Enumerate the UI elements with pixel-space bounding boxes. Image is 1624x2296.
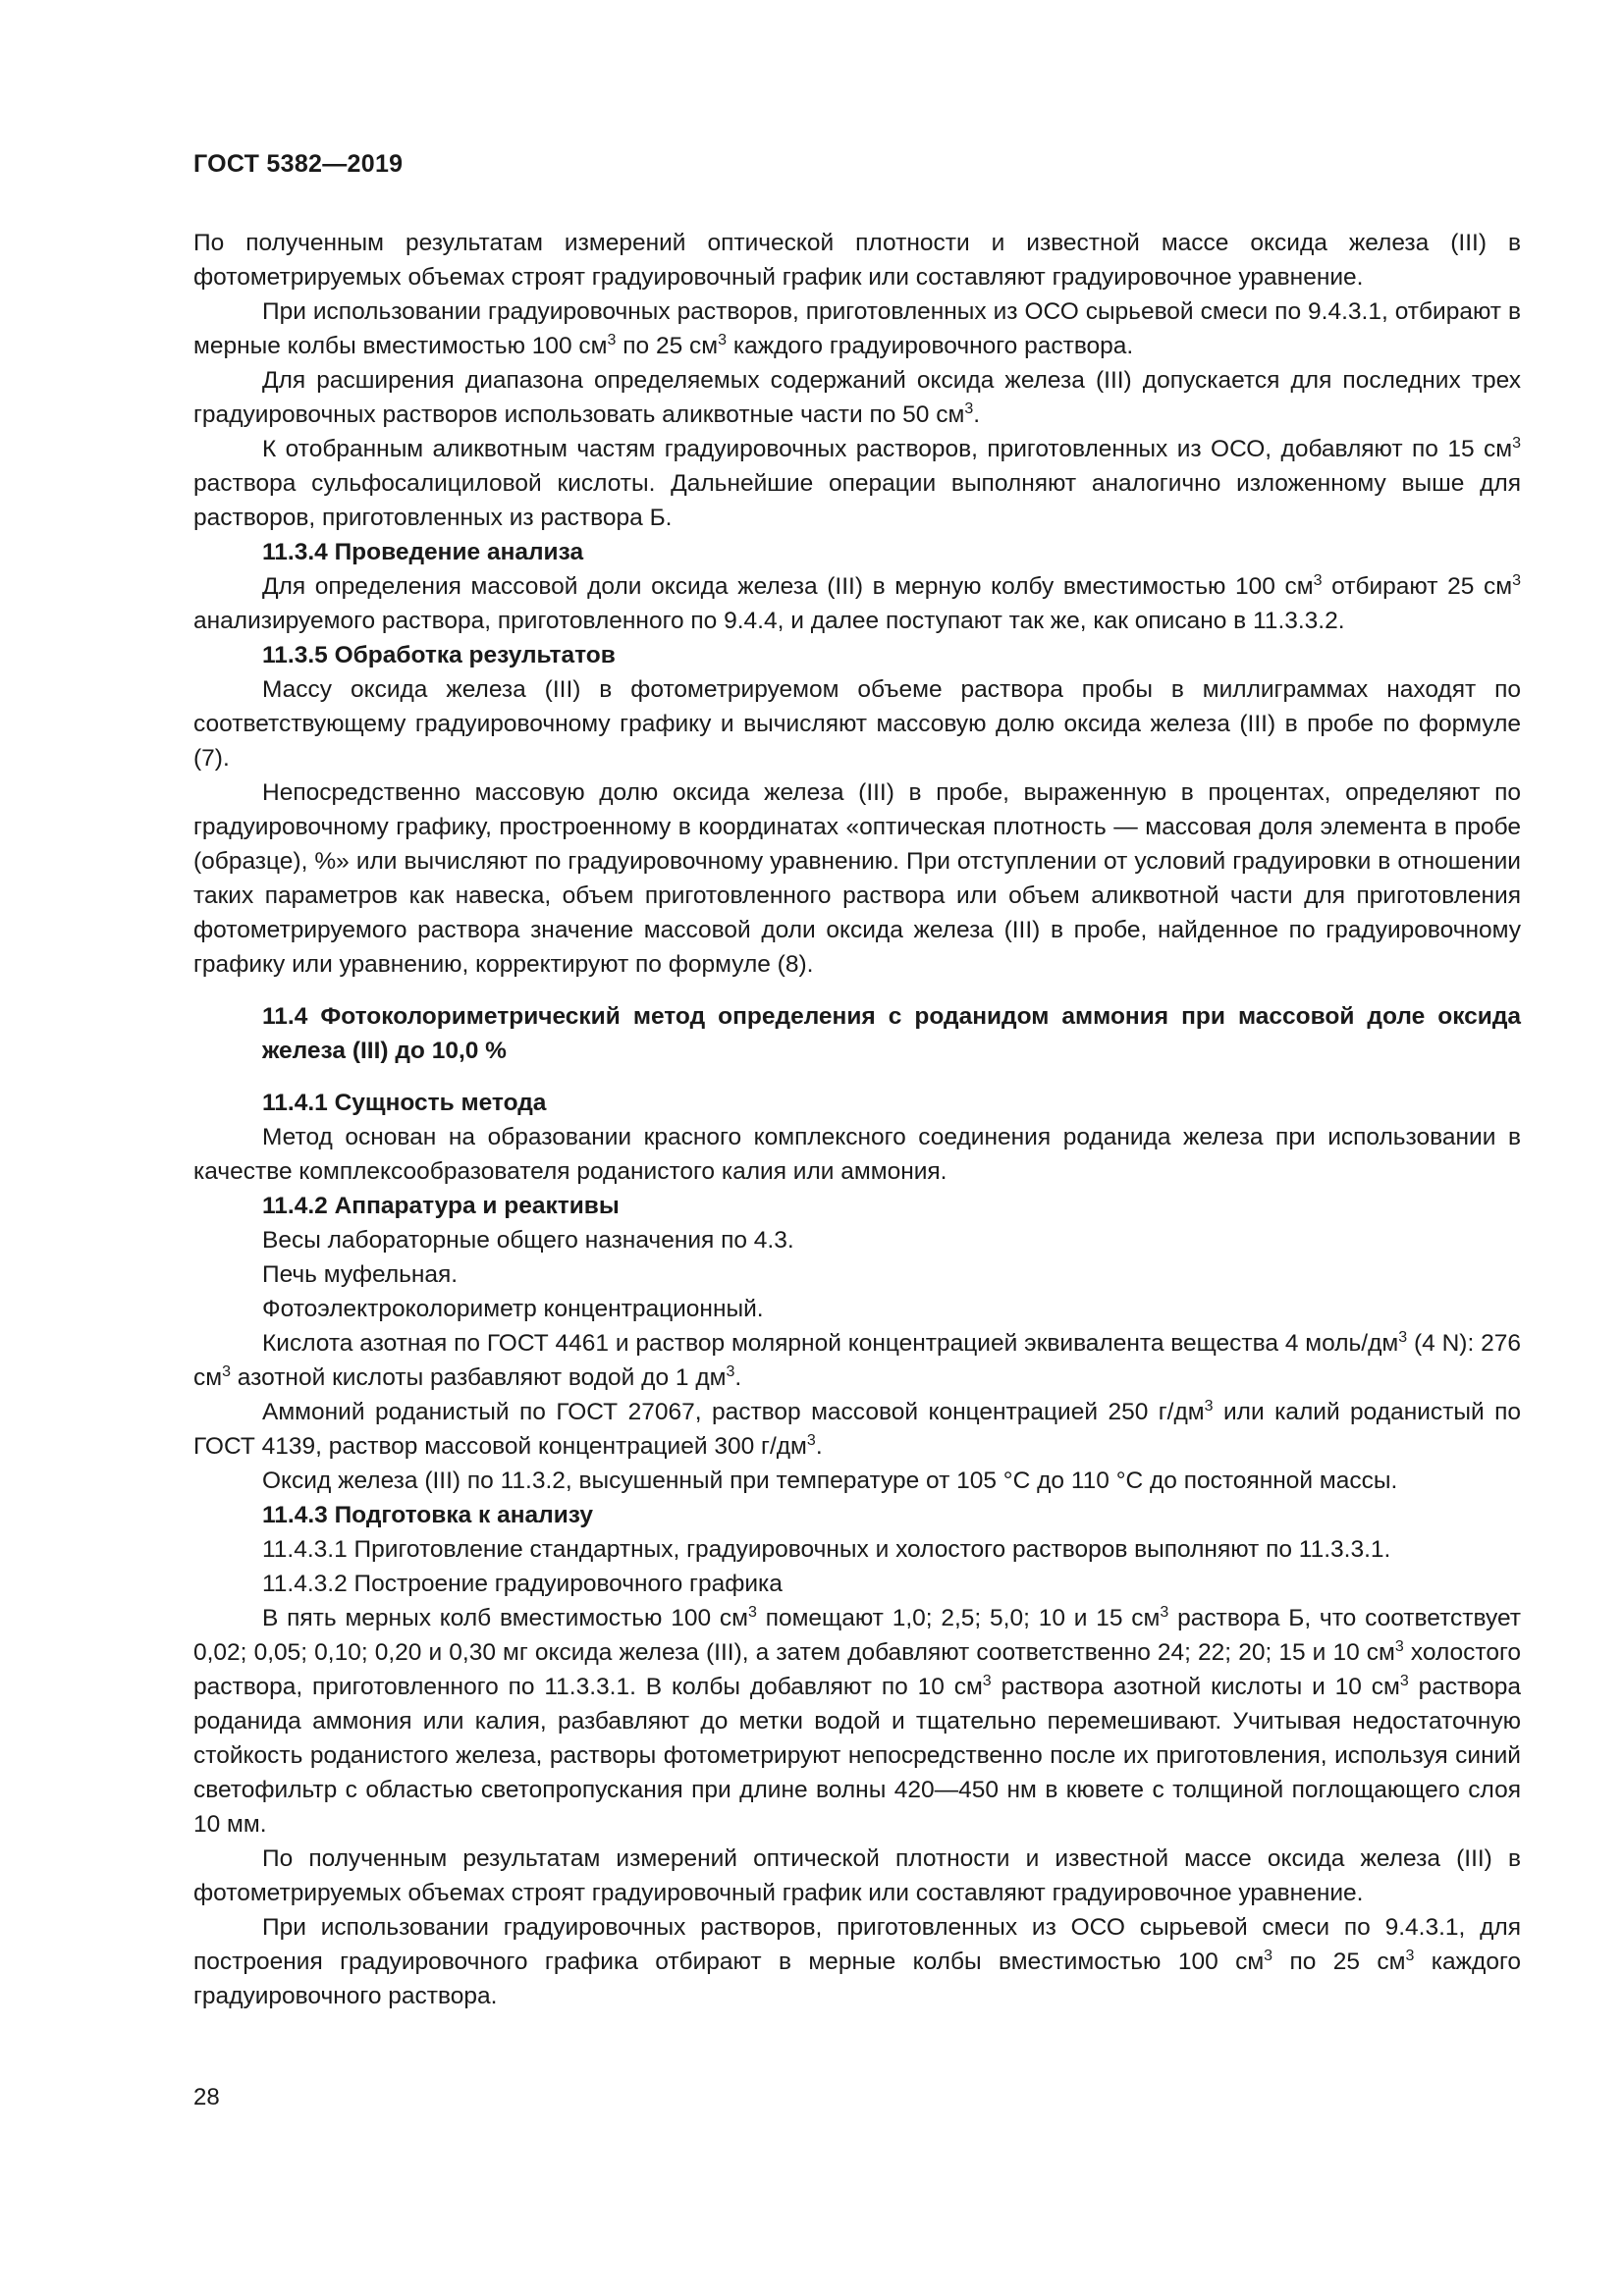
paragraph: Непосредственно массовую долю оксида железа (III) в пробе, выраженную в процентах, определяют по градуировочному графику, простроенному в координатах «оптическая плотность — массовая доля элемента в пробе (образце), %» или вычисляют по градуировочному уравнению. При отступлении от условий градуировки в отношении таких параметров как навеска, объем приготовленного раствора или объем аликвотной части для приготовления фотометрируемого раствора значение массовой доли оксида железа (III) в пробе, найденное по градуировочному графику или уравнению, корректируют по формуле (8). bbox=[193, 779, 1521, 978]
paragraph: Метод основан на образовании красного комплексного соединения роданида железа при использовании в качестве комплексообразователя роданистого калия или аммония. bbox=[193, 1124, 1521, 1185]
section-heading: 11.4.3 Подготовка к анализу bbox=[262, 1502, 593, 1528]
paragraph: При использовании градуировочных растворов, приготовленных из ОСО сырьевой смеси по 9.4.3.1, для построения градуировочного графика отбирают в мерные колбы вместимостью 100 $см^3$ по 25 $см^3$ каждого градуировочного раствора. bbox=[193, 1914, 1521, 2009]
paragraph: Для определения массовой доли оксида железа (III) в мерную колбу вместимостью 100 $см^3$ отбирают 25 $см^3$ анализируемого раствора, приготовленного по 9.4.4, и далее поступают так же, как описано в 11.3.3.2. bbox=[193, 572, 1521, 634]
paragraph: Кислота азотная по ГОСТ 4461 и раствор молярной концентрацией эквивалента вещества 4 моль/$дм^3$ (4 N): 276 $см^3$ азотной кислоты разбавляют водой до 1 $дм^3$. bbox=[193, 1329, 1521, 1391]
paragraph: Фотоэлектроколориметр концентрационный. bbox=[262, 1296, 764, 1322]
paragraph: 11.4.3.2 Построение градуировочного графика bbox=[262, 1571, 783, 1597]
section-heading: 11.3.5 Обработка результатов bbox=[262, 642, 616, 668]
paragraph: При использовании градуировочных растворов, приготовленных из ОСО сырьевой смеси по 9.4.3.1, отбирают в мерные колбы вместимостью 100 $см^3$ по 25 $см^3$ каждого градуировочного раствора. bbox=[193, 298, 1521, 359]
section-heading: 11.3.4 Проведение анализа bbox=[262, 539, 584, 565]
paragraph: По полученным результатам измерений оптической плотности и известной массе оксида железа (III) в фотометрируемых объемах строят градуировочный график или составляют градуировочное уравнение. bbox=[193, 1845, 1521, 1906]
paragraph: К отобранным аликвотным частям градуировочных растворов, приготовленных из ОСО, добавляют по 15 $см^3$ раствора сульфосалициловой кислоты. Дальнейшие операции выполняют аналогично изложенному выше для растворов, приготовленных из раствора Б. bbox=[193, 435, 1521, 531]
paragraph: В пять мерных колб вместимостью 100 $см^3$ помещают 1,0; 2,5; 5,0; 10 и 15 $см^3$ раствора Б, что соответствует 0,02; 0,05; 0,10; 0,20 и 0,30 мг оксида железа (III), а затем добавляют соответственно 24; 22; 20; 15 и 10 $см^3$ холостого раствора, приготовленного по 11.3.3.1. В колбы добавляют по 10 $см^3$ раствора азотной кислоты и 10 $см^3$ раствора роданида аммония или калия, разбавляют до метки водой и тщательно перемешивают. Учитывая недостаточную стойкость роданистого железа, растворы фотометрируют непосредственно после их приготовления, используя синий светофильтр с областью светопропускания при длине волны 420—450 нм в кювете с толщиной поглощающего слоя 10 мм. bbox=[193, 1604, 1521, 1838]
section-heading: 11.4.1 Сущность метода bbox=[262, 1090, 547, 1116]
document-header: ГОСТ 5382—2019 bbox=[193, 150, 404, 178]
paragraph: Оксид железа (III) по 11.3.2, высушенный при температуре от 105 °С до 110 °С до постоянной массы. bbox=[262, 1468, 1398, 1494]
paragraph: Массу оксида железа (III) в фотометрируемом объеме раствора пробы в миллиграммах находят по соответствующему градуировочному графику и вычисляют массовую долю оксида железа (III) в пробе по формуле (7). bbox=[193, 676, 1521, 772]
paragraph: Печь муфельная. bbox=[262, 1261, 459, 1288]
paragraph: Для расширения диапазона определяемых содержаний оксида железа (III) допускается для последних трех градуировочных растворов использовать аликвотные части по 50 $см^3$. bbox=[193, 367, 1521, 428]
paragraph: Аммоний роданистый по ГОСТ 27067, раствор массовой концентрацией 250 $г/дм^3$ или калий роданистый по ГОСТ 4139, раствор массовой концентрацией 300 $г/дм^3$. bbox=[193, 1398, 1521, 1460]
page-number: 28 bbox=[193, 2084, 220, 2110]
document-page bbox=[193, 147, 1521, 2013]
paragraph: По полученным результатам измерений оптической плотности и известной массе оксида железа (III) в фотометрируемых объемах строят градуировочный график или составляют градуировочное уравнение. bbox=[193, 230, 1521, 291]
section-heading: 11.4.2 Аппаратура и реактивы bbox=[262, 1193, 620, 1219]
paragraph: 11.4.3.1 Приготовление стандартных, градуировочных и холостого растворов выполняют по 11.3.3.1. bbox=[262, 1536, 1391, 1563]
section-heading: 11.4 Фотоколориметрический метод определения с роданидом аммония при массовой доле оксида железа (III) до 10,0 % bbox=[262, 1003, 1521, 1064]
paragraph: Весы лабораторные общего назначения по 4.3. bbox=[262, 1227, 794, 1254]
